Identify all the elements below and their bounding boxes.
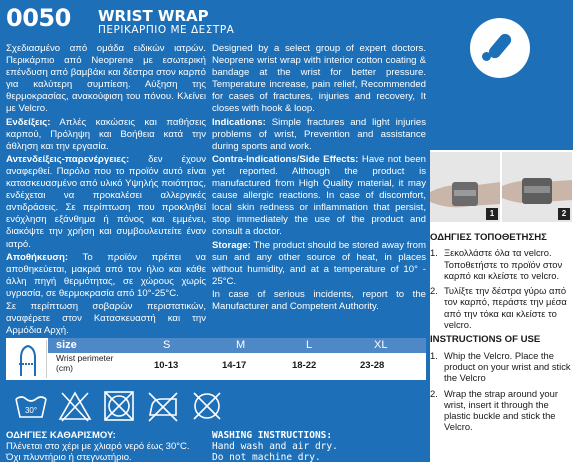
greek-storage bbox=[6, 252, 206, 300]
no-tumble-dry-icon bbox=[100, 387, 138, 425]
greek-instructions-title: ΟΔΗΓΙΕΣ ΤΟΠΟΘΕΤΗΣΗΣ bbox=[430, 232, 547, 243]
greek-contra-text: δεν έχουν αναφερθεί. Παρόλο που το προϊόν αυτό είναι κατασκευασμένο από υλικό Υψηλής ποιότητας, ενδέχεται να προκαλέσει αλλεργικές αντιδράσεις. Σε περίπτωση που προκληθεί ενόχληση εξάνθημα ή πόνος και εμμένει, διακόψτε την χρήση και συμβουλευτείτε έναν ιατρό. bbox=[6, 153, 206, 250]
side-panel bbox=[430, 0, 573, 462]
step-1-badge: 1 bbox=[486, 208, 498, 220]
greek-contra bbox=[6, 154, 206, 251]
size-l: L bbox=[306, 339, 313, 351]
perimeter-unit: (cm) bbox=[56, 362, 73, 373]
greek-steps bbox=[430, 247, 573, 330]
greek-step-2: 2. Τυλίξτε την δέστρα γύρω από τον καρπό, περάστε την μέσα από την τόκα και κλείστε το velcro. bbox=[430, 285, 567, 331]
brand-logo-area bbox=[430, 0, 573, 150]
step-2-badge: 2 bbox=[558, 208, 570, 220]
english-contra bbox=[212, 154, 426, 239]
range-l: 18-22 bbox=[292, 360, 317, 371]
greek-step-1: 1. Ξεκολλάστε όλα τα velcro. Τοποθετήστε το προϊόν στον καρπό και κλείστε το velcro. bbox=[430, 247, 563, 281]
greek-storage-text: Το προϊόν πρέπει να αποθηκεύεται, μακριά από τον ήλιο και κάθε άλλη πηγή θερμότητας, σε χώρους χωρίς υγρασία, σε θερμοκρασία από 10°-25°C. bbox=[6, 251, 206, 299]
product-code: 0050 bbox=[6, 4, 71, 32]
english-contra-label: Contra-Indications/Side Effects: bbox=[212, 153, 359, 165]
no-bleach-icon bbox=[56, 387, 94, 425]
greek-step-1-text: Ξεκολλάστε όλα τα velcro. Τοποθετήστε το προϊόν στον καρπό και κλείστε το velcro. bbox=[444, 247, 563, 281]
greek-description bbox=[6, 43, 206, 338]
range-m: 14-17 bbox=[222, 360, 247, 371]
english-step-1: 1. Whip the Velcro. Place the product on your wrist and stick the Velcro bbox=[430, 349, 571, 384]
greek-intro: Σχεδιασμένο από ομάδα ειδικών ιατρών. Περικάρπιο από Neoprene με εσωτερική επένδυση από βαμβάκι και δέστρα στον καρπό για καλύτερη συμπίεση. Αύξηση της θερμοκρασίας, ανακούφιση του πόνου. Κλείνει με Velcro. bbox=[6, 43, 206, 115]
greek-indications-text: Απλές κακώσεις και παθήσεις καρπού, Πρόληψη και Βοήθεια κατά την άθληση και την εργασία. bbox=[6, 116, 206, 152]
handwash-temp: 30° bbox=[24, 406, 38, 415]
perimeter-label-text: Wrist perimeter bbox=[56, 353, 114, 363]
greek-care-text: Πλένεται στο χέρι με χλιαρό νερό έως 30°C. bbox=[6, 441, 190, 452]
english-storage-label: Storage: bbox=[212, 239, 251, 251]
greek-incident: Σε περίπτωση σοβαρών περιστατικών, αναφέρετε στον Κατασκευαστή και την Αρμόδια Αρχή. bbox=[6, 300, 206, 337]
english-steps bbox=[430, 350, 573, 433]
english-indications-text: Simple fractures and light injuries problems of wrist, Prevention and assistance during sports and work. bbox=[212, 116, 426, 152]
english-instructions-title: INSTRUCTIONS OF USE bbox=[430, 334, 541, 346]
size-table bbox=[6, 338, 426, 380]
english-intro: Designed by a select group of expert doctors. Neoprene wrist wrap with interior cotton coating & bandage at the wrist for better pressure. Temperature increase, pain relief, Recommended for cases of fractures, injuries and recovery, It closes with hook & loop. bbox=[212, 43, 426, 115]
greek-care-title: ΟΔΗΓΙΕΣ ΚΑΘΑΡΙΣΜΟΥ: bbox=[6, 430, 116, 441]
product-subtitle: ΠΕΡΙΚΑΡΠΙΟ ΜΕ ΔΕΣΤΡΑ bbox=[98, 24, 235, 36]
range-s: 10-13 bbox=[154, 360, 179, 371]
english-care-title: WASHING INSTRUCTIONS: bbox=[212, 430, 333, 441]
english-care-text-2: Do not machine dry. bbox=[212, 452, 321, 462]
fitting-photos bbox=[430, 152, 573, 222]
fitting-photo-2 bbox=[502, 152, 572, 222]
greek-contra-label: Αντενδείξεις-παρενέργειες: bbox=[6, 153, 130, 165]
greek-indications bbox=[6, 117, 206, 153]
english-care-instructions bbox=[212, 430, 338, 462]
greek-storage-label: Αποθήκευση: bbox=[6, 251, 69, 263]
english-indications bbox=[212, 117, 426, 153]
english-storage-text: The product should be stored away from sun and any other source of heat, in places without humidity, and at a temperature of 10° - 25°C. bbox=[212, 239, 426, 287]
brand-logo-icon bbox=[470, 18, 530, 78]
size-s: S bbox=[163, 339, 171, 351]
washing-icons-row bbox=[6, 385, 426, 427]
handwash-30-icon bbox=[12, 387, 50, 425]
english-step-2: 2. Wrap the strap around your wrist, insert it through the plastic buckle and stick the Velcro. bbox=[430, 387, 558, 433]
greek-care-text-2: Όχι πλυντήριο ή στεγνωτήριο. bbox=[6, 452, 132, 462]
english-step-2-text: Wrap the strap around your wrist, insert it through the plastic buckle and stick the Velcro. bbox=[444, 387, 558, 433]
instructions-of-use bbox=[430, 228, 573, 437]
english-care-text: Hand wash and air dry. bbox=[212, 441, 338, 452]
fitting-photo-1 bbox=[430, 152, 500, 222]
no-dry-clean-icon bbox=[188, 387, 226, 425]
wrist-icon bbox=[9, 340, 47, 378]
range-xl: 23-28 bbox=[360, 360, 385, 371]
english-description bbox=[212, 43, 426, 314]
size-header-row bbox=[48, 338, 426, 353]
product-title: WRIST WRAP bbox=[98, 7, 209, 25]
no-iron-icon bbox=[144, 387, 182, 425]
size-m: M bbox=[236, 339, 246, 351]
perimeter-label bbox=[56, 354, 113, 373]
english-indications-label: Indications: bbox=[212, 116, 266, 128]
size-header-label: size bbox=[56, 339, 77, 351]
greek-care-instructions bbox=[6, 430, 190, 462]
greek-indications-label: Ενδείξεις: bbox=[6, 116, 51, 128]
greek-step-2-text: Τυλίξτε την δέστρα γύρω από τον καρπό, περάστε την μέσα από την τόκα και κλείστε το velcro. bbox=[444, 285, 567, 331]
size-xl: XL bbox=[374, 339, 388, 351]
english-step-1-text: Whip the Velcro. Place the product on your wrist and stick the Velcro bbox=[444, 349, 571, 384]
english-contra-text: Have not been yet reported. Although the product is manufactured from High Quality material, it may cause allergic reactions. In case of discomfort, local skin redness or inflammation that persist, stop immediately the use of the product and consult a doctor. bbox=[212, 153, 426, 238]
english-incident: In case of serious incidents, report to the Manufacturer and Competent Authority. bbox=[212, 288, 426, 312]
english-storage bbox=[212, 240, 426, 288]
